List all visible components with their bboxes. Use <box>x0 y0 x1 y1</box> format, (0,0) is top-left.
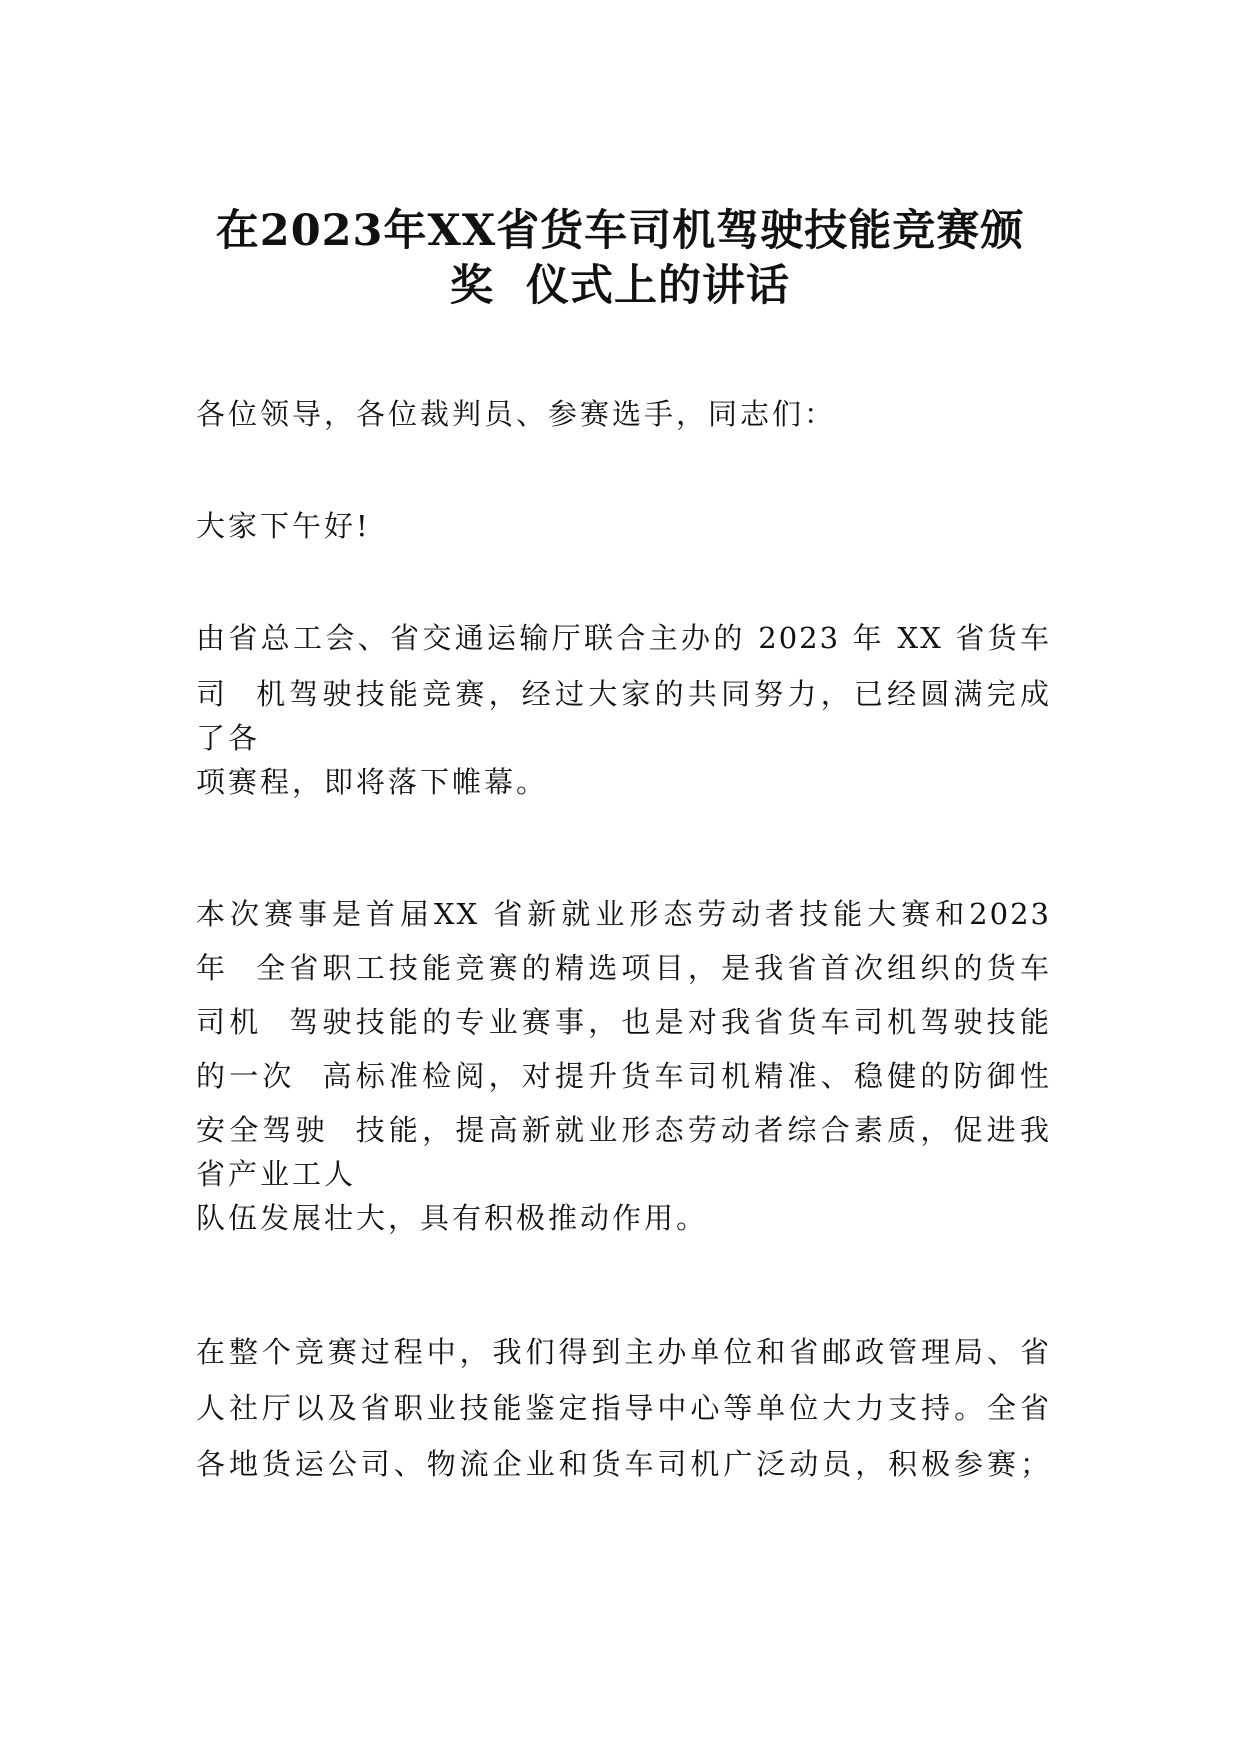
paragraph-2-line-5: 安全驾驶 技能，提高新就业形态劳动者综合素质，促进我 <box>196 1113 1051 1147</box>
paragraph-1-line-1: 由省总工会、省交通运输厅联合主办的 2023 年 XX 省货车 <box>196 621 1051 655</box>
paragraph-1-line-4: 项赛程，即将落下帷幕。 <box>196 765 549 799</box>
paragraph-2-line-2: 年 全省职工技能竞赛的精选项目，是我省首次组织的货车 <box>196 951 1051 985</box>
paragraph-2-line-7: 队伍发展壮大，具有积极推动作用。 <box>196 1201 709 1235</box>
paragraph-1-line-3: 了各 <box>196 721 261 755</box>
paragraph-2-line-6: 省产业工人 <box>196 1157 357 1191</box>
paragraph-2-line-4: 的一次 高标准检阅，对提升货车司机精准、稳健的防御性 <box>196 1059 1051 1093</box>
paragraph-2-line-1: 本次赛事是首届XX 省新就业形态劳动者技能大赛和2023 <box>196 897 1051 931</box>
document-title-line-2: 奖 仪式上的讲话 <box>450 261 790 311</box>
paragraph-2-line-3: 司机 驾驶技能的专业赛事，也是对我省货车司机驾驶技能 <box>196 1005 1051 1039</box>
paragraph-1-line-2: 司 机驾驶技能竞赛，经过大家的共同努力，已经圆满完成 <box>196 677 1051 711</box>
greeting: 大家下午好! <box>196 509 371 543</box>
salutation: 各位领导，各位裁判员、参赛选手，同志们： <box>196 397 837 431</box>
paragraph-3-line-3: 各地货运公司、物流企业和货车司机广泛动员，积极参赛； <box>196 1447 1051 1481</box>
paragraph-3-line-2: 人社厅以及省职业技能鉴定指导中心等单位大力支持。全省 <box>196 1391 1051 1425</box>
document-title-line-1: 在2023年XX省货车司机驾驶技能竞赛颁 <box>215 206 1025 256</box>
paragraph-3-line-1: 在整个竞赛过程中，我们得到主办单位和省邮政管理局、省 <box>196 1335 1051 1369</box>
